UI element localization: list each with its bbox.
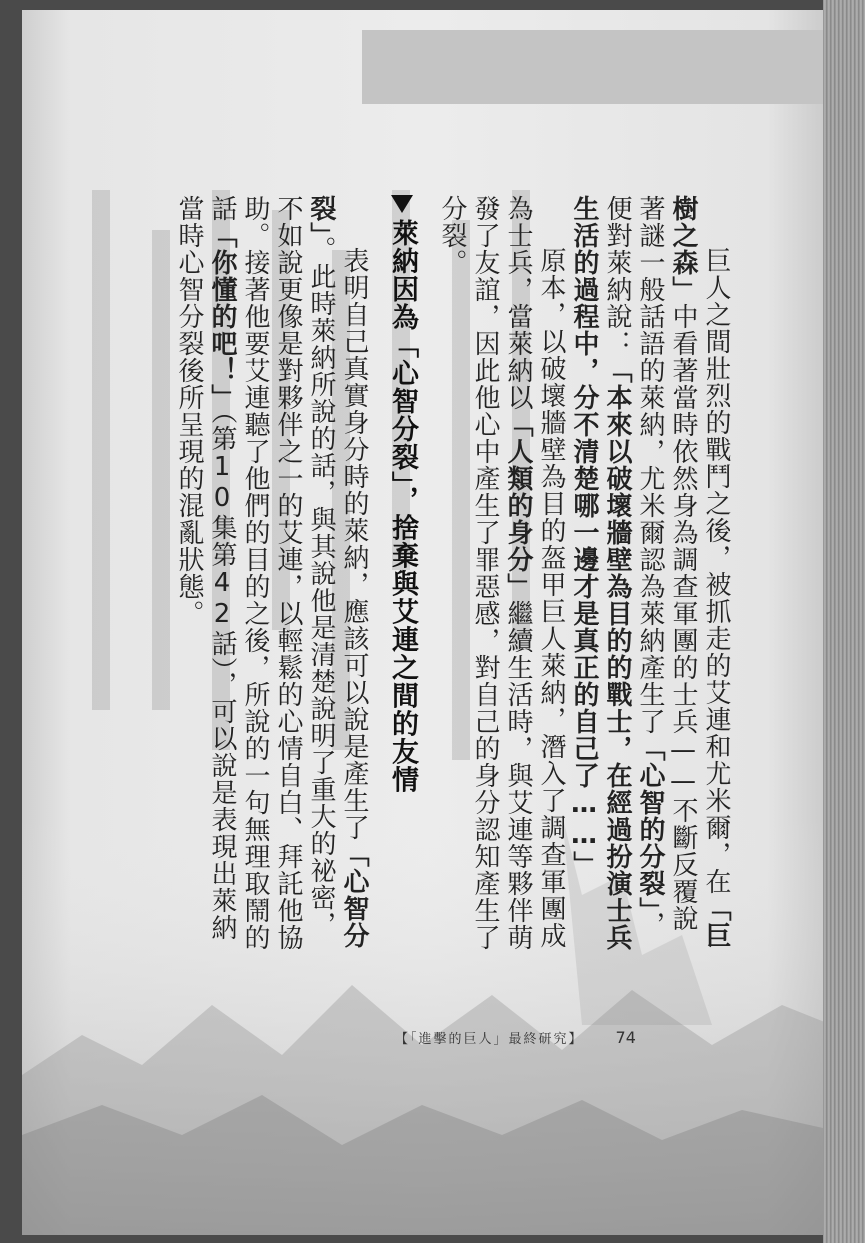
- vertical-body-text: [92, 195, 732, 955]
- emphasized-quote: 「心智分裂」: [306, 195, 369, 949]
- emphasized-quote: 「本來以破壞牆壁為目的的戰士，在經過扮演士兵生活的過程中，分不清楚哪一邊才是真正的自己了……」: [569, 195, 632, 951]
- page-footer: [395, 1028, 636, 1047]
- text-run: （第10集第42話），可以說是表現出萊納當時心智分裂後所呈現的混亂狀態。: [174, 195, 237, 941]
- paragraph-1: [567, 195, 732, 955]
- emphasized-quote: 「心智的分裂」: [635, 735, 665, 911]
- header-shade-band: [362, 30, 832, 104]
- text-run: 。此時萊納所說的話，與其說他是清楚說明了重大的祕密，不如說更像是對夥伴之一的艾連，以輕鬆的心情自白、拜託他協助。接著他要艾連聽了他們的目的之後，所說的一句無理取鬧的話: [207, 195, 336, 951]
- page-stack-edge: [823, 0, 865, 1243]
- book-page: [22, 10, 832, 1235]
- emphasized-quote: 「人類的身分」: [503, 411, 533, 600]
- text-run: 中看著當時依然身為調查軍團的士兵——不斷反覆說著謎一般話語的萊納，尤米爾認為萊納產生了: [635, 195, 698, 932]
- text-run: 原本，以破壞牆壁為目的盔甲巨人萊納，潛入了調查軍團成為士兵，當萊納以: [503, 195, 566, 949]
- paragraph-3: [172, 195, 370, 955]
- running-title: 【「進擊的巨人」最終研究】: [395, 1032, 584, 1047]
- emphasized-quote: 「你懂的吧！」: [207, 222, 237, 411]
- emphasized-quote: 「巨樹之森」: [668, 195, 731, 949]
- section-heading-text: 萊納因為「心智分裂」，捨棄與艾連之間的友情: [387, 219, 418, 794]
- text-run: ，便對萊納說：: [602, 195, 665, 938]
- page-number: 74: [615, 1028, 636, 1047]
- triangle-bullet-icon: [391, 195, 413, 213]
- paragraph-2: [435, 195, 567, 955]
- text-run: 繼續生活時，與艾連等夥伴萌發了友誼，因此他心中產生了罪惡感，對自己的身分認知產生了分裂。: [437, 195, 533, 951]
- text-run: 表明自己真實身分時的萊納，應該可以說是產生了: [339, 247, 369, 841]
- text-run: 巨人之間壯烈的戰鬥之後，被抓走的艾連和尤米爾，在: [701, 247, 731, 895]
- section-heading: [386, 195, 419, 955]
